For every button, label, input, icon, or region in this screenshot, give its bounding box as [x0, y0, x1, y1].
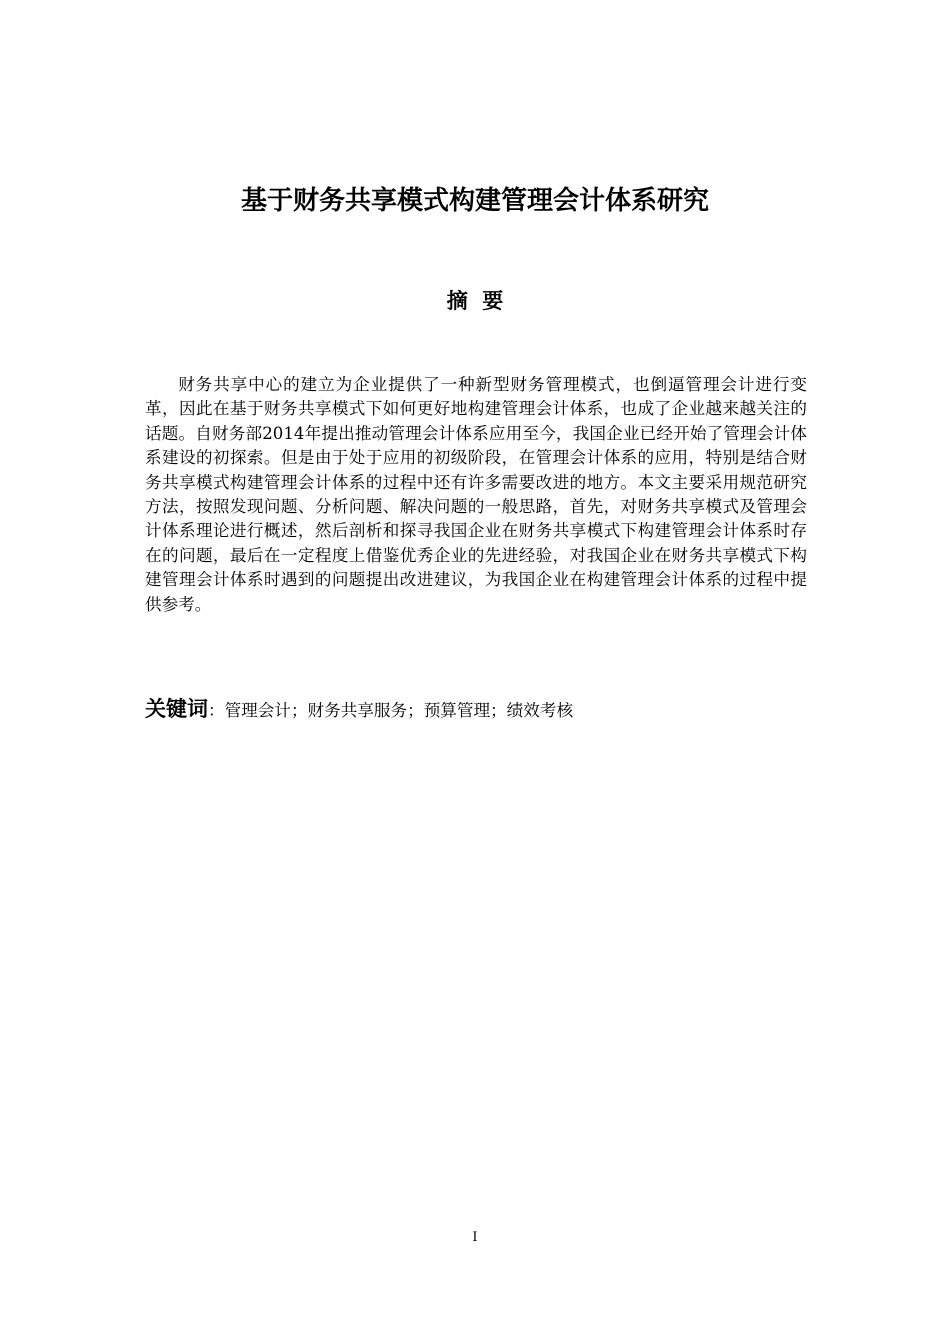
abstract-heading: 摘 要 — [446, 289, 504, 313]
keywords-text: 管理会计；财务共享服务；预算管理；绩效考核 — [224, 701, 574, 720]
abstract-body: 财务共享中心的建立为企业提供了一种新型财务管理模式，也倒逼管理会计进行变革，因此在基于财务共享模式下如何更好地构建管理会计体系，也成了企业越来越关注的话题。自财务部2014年提出推动管理会计体系应用至今，我国企业已经开始了管理会计体系建设的初探索。但是由于处于应用的初级阶段，在管理会计体系的应用，特别是结合财务共享模式构建管理会计体系的过程中还有许多需要改进的地方。本文主要采用规范研究方法，按照发现问题、分析问题、解决问题的一般思路，首先，对财务共享模式及管理会计体系理论进行概述，然后剖析和探寻我国企业在财务共享模式下构建管理会计体系时存在的问题，最后在一定程度上借鉴优秀企业的先进经验，对我国企业在财务共享模式下构建管理会计体系时遇到的问题提出改进建议，为我国企业在构建管理会计体系的过程中提供参考。 — [145, 375, 807, 614]
document-title: 基于财务共享模式构建管理会计体系研究 — [240, 186, 709, 216]
keywords-line — [145, 693, 807, 727]
keywords-separator: ： — [208, 701, 225, 720]
page-number: I — [472, 1230, 478, 1245]
keywords-label: 关键词 — [145, 697, 208, 721]
